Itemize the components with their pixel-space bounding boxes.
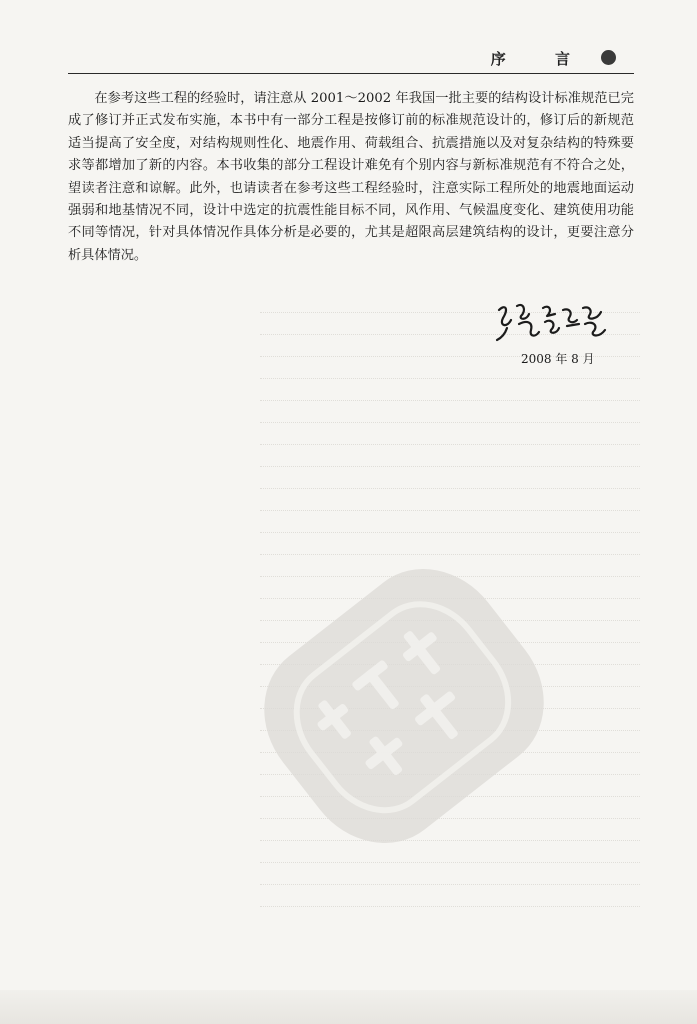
seal-watermark-icon xyxy=(254,556,554,856)
section-title: 序 言 xyxy=(490,50,592,68)
preface-paragraph: 在参考这些工程的经验时，请注意从 2001～2002 年我国一批主要的结构设计标准规范已完成了修订并正式发布实施，本书中有一部分工程是按修订前的标准规范设计的，修订后的新规范适当提高了安全度，对结构规则性化、地震作用、荷载组合、抗震措施以及对复杂结构的特殊要求等都增加了新的内容。本书收集的部分工程设计难免有个别内容与新标准规范有不符合之处，望读者注意和谅解。此外，也请读者在参考这些工程经验时，注意实际工程所处的地震地面运动强弱和地基情况不同，设计中选定的抗震性能目标不同，风作用、气候温度变化、建筑使用功能不同等情况，针对具体情况作具体分析是必要的，尤其是超限高层建筑结构的设计，更要注意分析具体情况。 xyxy=(68,91,634,263)
header-rule xyxy=(68,73,634,74)
page-bottom-edge xyxy=(0,990,697,1024)
page-header xyxy=(68,44,634,72)
filled-circle-icon xyxy=(601,50,616,65)
author-signature xyxy=(493,298,609,344)
signature-date: 2008 年 8 月 xyxy=(521,352,595,366)
